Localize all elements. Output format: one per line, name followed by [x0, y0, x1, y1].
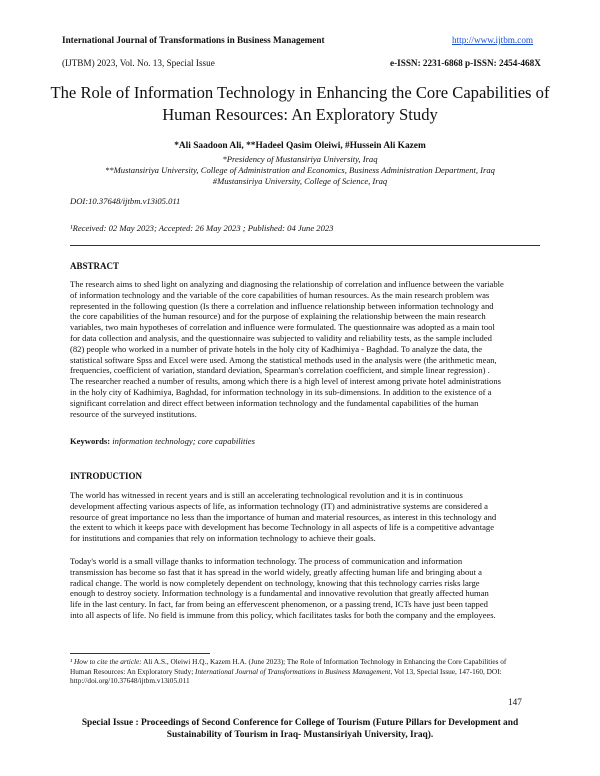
- publication-dates: ¹Received: 02 May 2023; Accepted: 26 May 2023 ; Published: 04 June 2023: [70, 223, 334, 233]
- footnote-divider: [70, 653, 210, 654]
- abstract-line: statistical software Spss and Excel were used. Among the statistical methods used in the analysis were (the arithmetic mean,: [70, 354, 497, 365]
- intro-line: life in the last century. In fact, far from being an effervescent phenomenon, or a passing trend, ICTs have just been tapped: [70, 599, 488, 610]
- footnote-text: Ali A.S., Oleiwi H.Q., Kazem H.A. (June 2023); The Role of Information Technology in Enhancing the Core Capabilities of: [141, 657, 507, 666]
- abstract-body: [70, 279, 540, 419]
- footnote-label: ¹ How to cite the article:: [70, 657, 142, 666]
- keywords: [70, 436, 255, 446]
- affiliation-3: #Mustansiriya University, College of Science, Iraq: [212, 176, 388, 186]
- footnote-line: [70, 657, 540, 667]
- abstract-line: the core capabilities of the human resource) and for the purpose of explaining the relationship between the main research: [70, 311, 486, 322]
- abstract-line: The researcher reached a number of results, among which there is a high level of interest among private hotel administrations: [70, 376, 501, 387]
- footnote-journal: International Journal of Transformations in Business Management,: [195, 666, 393, 676]
- journal-name: International Journal of Transformations in Business Management: [62, 35, 325, 45]
- abstract-heading: ABSTRACT: [70, 261, 120, 271]
- affiliation-1: *Presidency of Mustansiriya University, Iraq: [222, 154, 378, 164]
- abstract-line: (82) people who worked in a number of private hotels in the holy city of Kadhimiya - Baghdad. To analyze the data, the: [70, 343, 483, 354]
- intro-line: for institutions and companies that rely on information technology to achieve their goals.: [70, 533, 376, 544]
- intro-paragraph-2: [70, 556, 540, 621]
- footnote-text: Vol 13, Special Issue, 147-160, DOI:: [392, 666, 502, 676]
- intro-line: transmission has become so fast that it has spread in the world widely, greatly affecting human life and bringing about a: [70, 566, 482, 577]
- citation-footnote: [70, 657, 540, 686]
- intro-line: development affecting various aspects of life, as information technology (IT) and administrative systems are considered a: [70, 500, 488, 511]
- keywords-label: Keywords:: [70, 436, 111, 446]
- abstract-line: resource of the surveyed institutions.: [70, 408, 197, 419]
- conference-footer: Special Issue : Proceedings of Second Conference for College of Tourism (Future Pillars for Development and Sustainability of Tourism in Iraq- Mustansiriyah University, Iraq).: [81, 718, 519, 740]
- abstract-line: in the holy city of Kadhimiya, Baghdad, for information technology in its sub-dimensions. In addition to the existence of a: [70, 386, 492, 397]
- intro-paragraph-1: [70, 490, 540, 544]
- abstract-line: for data collection and analysis, and the questionnaire was subjected to validity and reliability tests, as the sample included: [70, 332, 492, 343]
- divider: [70, 245, 540, 246]
- journal-url-link[interactable]: http://www.ijtbm.com: [452, 35, 534, 45]
- footnote-text: Human Resources: An Exploratory Study;: [70, 666, 196, 676]
- intro-line: radical change. The world is now completely dependent on technology, knowing that this technology carries risks large: [70, 577, 480, 588]
- page-number: 147: [508, 697, 522, 707]
- intro-line: into all aspects of life. No field is immune from this policy, which facilitates tasks for both the company and the employees.: [70, 609, 496, 620]
- intro-line: resource of great importance no less than the importance of human and material resources, as interest in this technology and: [70, 511, 497, 522]
- keywords-value: information technology; core capabilities: [112, 436, 255, 446]
- abstract-line: represented in the following question (Is there a correlation and influence relationship between information technology and: [70, 300, 494, 311]
- affiliation-2: **Mustansiriya University, College of Administration and Economics, Business Administration Department, Iraq: [105, 165, 495, 175]
- volume-info: (IJTBM) 2023, Vol. No. 13, Special Issue: [62, 58, 215, 68]
- abstract-line: frequencies, coefficient of variation, standard deviation, Spearman's correlation coefficient, and simple linear regression) .: [70, 365, 490, 376]
- author-list: *Ali Saadoon Ali, **Hadeel Qasim Oleiwi, #Hussein Ali Kazem: [174, 141, 426, 151]
- footnote-line: [70, 667, 540, 677]
- intro-line: enough to destroy society. Information technology is a fundamental and innovative revolution that greatly affected human: [70, 588, 489, 599]
- intro-line: The world has witnessed in recent years and is still an accelerating technological revolution and it is in continuous: [70, 490, 463, 500]
- footnote-doi-link[interactable]: http://doi.org/10.37648/ijtbm.v13i05.011: [70, 676, 190, 686]
- abstract-line: variables, two main hypotheses of correlation and influence were formulated. The questionnaire was adopted as a main tool: [70, 322, 495, 333]
- doi: DOI:10.37648/ijtbm.v13i05.011: [70, 196, 181, 206]
- issn-info: e-ISSN: 2231-6868 p-ISSN: 2454-468X: [390, 58, 541, 68]
- abstract-line: significant correlation and direct effect between information technology and the fundamental capabilities of the human: [70, 397, 479, 408]
- abstract-line: The research aims to shed light on analyzing and diagnosing the relationship of correlation and influence between the variable: [70, 279, 504, 289]
- intro-line: Today's world is a small village thanks to information technology. The process of communication and information: [70, 556, 463, 566]
- abstract-line: of information technology and the variable of the core capabilities of human resources. As the main research problem was: [70, 289, 490, 300]
- article-title: The Role of Information Technology in Enhancing the Core Capabilities of Human Resources: An Exploratory Study: [50, 83, 550, 124]
- introduction-heading: INTRODUCTION: [70, 471, 143, 481]
- intro-line: the extent to which it keeps pace with development has become Technology in all aspects of life is a competitive advantage: [70, 522, 495, 533]
